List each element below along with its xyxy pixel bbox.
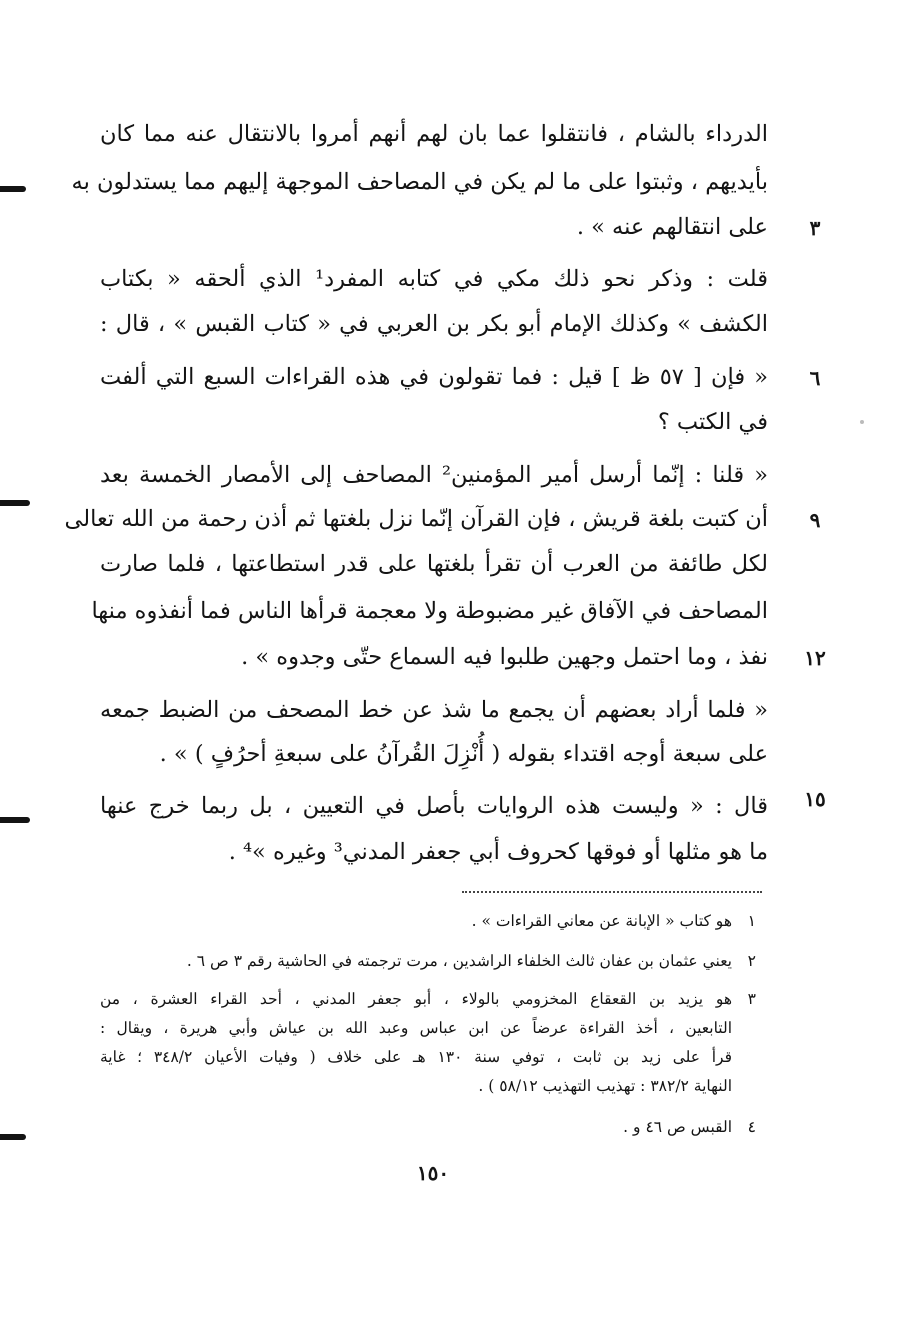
footnote-number: ٣	[747, 990, 756, 1008]
text-line-16: ما هو مثلها أو فوقها كحروف أبي جعفر المدني³ وغيره »⁴ .	[228, 839, 768, 865]
footnote-2	[136, 948, 756, 974]
text-line-6: « فإن [ ٥٧ ظ ] قيل : فما تقولون في هذه القراءات السبع التي ألفت	[100, 364, 769, 390]
text-line-4: قلت : وذكر نحو ذلك مكي في كتابه المفرد¹ الذي ألحقه « بكتاب	[100, 266, 768, 292]
scan-mark	[0, 500, 30, 506]
footnote-4	[156, 1114, 756, 1140]
footnote-number: ٤	[747, 1118, 756, 1136]
footnote-text: يعني عثمان بن عفان ثالث الخلفاء الراشدين ، مرت ترجمته في الحاشية رقم ٣ ص ٦ .	[186, 952, 732, 970]
text-line-3: على انتقالهم عنه » .	[576, 214, 768, 240]
text-line-2: بأيديهم ، وثبتوا على ما لم يكن في المصاحف الموجهة إليهم مما يستدلون به	[71, 169, 768, 195]
text-line-13: « فلما أراد بعضهم أن يجمع ما شذ عن خط المصحف من الضبط جمعه	[100, 697, 768, 723]
line-number: ١٢	[804, 646, 826, 670]
text-line-9: أن كتبت بلغة قريش ، فإن القرآن إنّما نزل بلغتها ثم أذن رحمة من الله تعالى	[64, 506, 768, 532]
text-line-12: نفذ ، وما احتمل وجهين طلبوا فيه السماع حتّى وجدوه » .	[241, 644, 768, 670]
scan-speck	[860, 420, 864, 424]
footnote-1	[156, 908, 756, 934]
footnote-3-line-2: التابعين ، أخذ القراءة عرضاً عن ابن عباس وعبد الله بن عياش وأبي هريرة ، ويقال :	[100, 1019, 732, 1037]
scan-mark	[0, 1134, 26, 1140]
text-line-7: في الكتب ؟	[657, 409, 768, 435]
text-line-11: المصاحف في الآفاق غير مضبوطة ولا معجمة قرأها الناس فما أنفذوه منها	[91, 598, 768, 624]
text-line-8: « قلنا : إنّما أرسل أمير المؤمنين² المصاحف إلى الأمصار الخمسة بعد	[100, 462, 769, 488]
line-number: ٦	[809, 366, 821, 390]
footnote-text: القبس ص ٤٦ و .	[623, 1118, 732, 1136]
footnote-3-line-1: هو يزيد بن القعقاع المخزومي بالولاء ، أبو جعفر المدني ، أحد القراء العشرة ، من	[100, 990, 732, 1008]
footnote-number: ٢	[747, 952, 756, 970]
line-number: ٩	[809, 508, 821, 532]
text-line-5: الكشف » وكذلك الإمام أبو بكر بن العربي في « كتاب القبس » ، قال :	[100, 311, 768, 337]
scan-mark	[0, 186, 26, 192]
footnote-3-line-4: النهاية ٣٨٢/٢ : تهذيب التهذيب ٥٨/١٢ ) .	[478, 1077, 732, 1095]
footnote-text: هو كتاب « الإبانة عن معاني القراءات » .	[471, 912, 732, 930]
text-line-10: لكل طائفة من العرب أن تقرأ بلغتها على قدر استطاعتها ، فلما صارت	[100, 551, 768, 577]
line-number: ١٥	[804, 787, 826, 811]
footnote-number: ١	[747, 912, 756, 930]
line-number: ٣	[809, 216, 821, 240]
scan-mark	[0, 817, 30, 823]
text-line-14: على سبعة أوجه اقتداء بقوله ( أُنْزِلَ القُرآنُ على سبعةِ أحرُفٍ ) » .	[159, 741, 768, 767]
text-line-1: الدرداء بالشام ، فانتقلوا عما بان لهم أنهم أمروا بالانتقال عنه مما كان	[100, 121, 768, 147]
page-number: ١٥٠	[416, 1161, 450, 1185]
footnote-3-line-3: قرأ على زيد بن ثابت ، توفي سنة ١٣٠ هـ على خلاف ( وفيات الأعيان ٣٤٨/٢ ؛ غاية	[100, 1048, 733, 1066]
footnote-separator	[462, 891, 762, 893]
text-line-15: قال : « وليست هذه الروايات بأصل في التعيين ، بل ربما خرج عنها	[100, 793, 768, 819]
